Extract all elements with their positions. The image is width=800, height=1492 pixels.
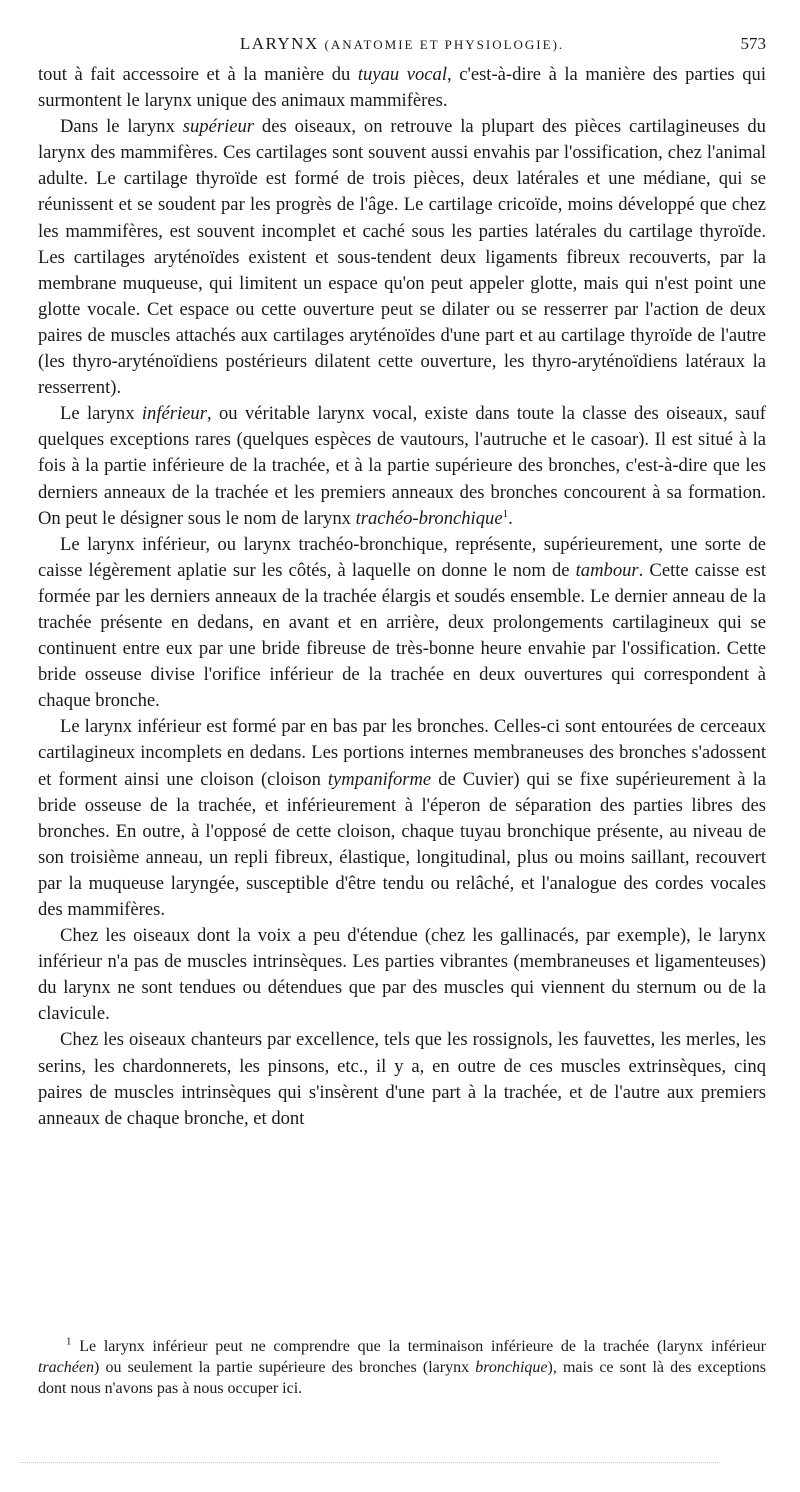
text-run: des oiseaux, on retrouve la plupart des pièces cartilagineuses du larynx des mammifères. Ces cartilages sont souvent aussi envahis par l'ossification, chez l'animal adulte. Le cartilage thyroïde est formé de trois pièces, deux latérales et une médiane, qui se réunissent et se soudent par les progrès de l'âge. Le cartilage cricoïde, moins développé que chez les mammifères, est souvent incomplet et caché sous les parties latérales du cartilage thyroïde. Les cartilages aryténoïdes existent et sous-tendent deux ligaments fibreux recouverts, par la membrane muqueuse, qui limitent un espace qu'on peut appeler glotte, mais qui n'est point une glotte vocale. Cet espace ou cette ouverture peut se dilater ou se resserrer par l'action de deux paires de muscles attachés aux cartilages aryténoïdes d'une part et au cartilage thyroïde de l'autre (les thyro-aryténoïdiens postérieurs dilatent cette ouverture, les thyro-aryténoïdiens latéraux la resserrent). <box>38 116 766 399</box>
text-run: tout à fait accessoire et à la manière du <box>38 64 358 85</box>
text-run: Chez les oiseaux dont la voix a peu d'étendue (chez les gallinacés, par exemple), le larynx inférieur n'a pas de muscles intrinsèques. Les parties vibrantes (membraneuses et ligamenteuses) du larynx ne sont tendues ou détendues que par des muscles qui viennent du sternum ou de la clavicule. <box>38 925 766 1025</box>
running-title <box>38 34 766 54</box>
text-run: Le larynx inférieur, ou larynx trachéo-bronchique, représente, supérieurement, une sorte de caisse légèrement aplatie sur les côtés, à laquelle on donne le nom de <box>38 533 766 581</box>
body-text <box>38 62 766 1132</box>
italic-term: tuyau vocal <box>357 64 448 85</box>
paragraph <box>38 1027 766 1131</box>
text-run: Le larynx inférieur est formé par en bas par les bronches. Celles-ci sont entourées de cerceaux cartilagineux incomplets en dedans. Les portions internes membraneuses des bronches s'adossent et forment ainsi une cloison (cloison <box>38 716 766 790</box>
running-title-subtitle: (ANATOMIE ET PHYSIOLOGIE). <box>324 37 565 52</box>
page-number: 573 <box>740 34 766 53</box>
text-run: Le larynx inférieur peut ne comprendre que la terminaison inférieure de la trachée (larynx inférieur <box>71 1338 766 1355</box>
italic-term: tambour <box>575 559 639 581</box>
paragraph <box>38 923 766 1027</box>
text-run: . Cette caisse est formée par les derniers anneaux de la trachée élargis et soudés ensemble. Le dernier anneau de la trachée présente en dedans, en avant et en arrière, deux prolongements cartilagineux qui se continuent entre eux par une bride fibreuse de très-bonne heure envahie par l'ossification. Cette bride osseuse divise l'orifice inférieur de la trachée en deux ouvertures qui correspondent à chaque bronche. <box>38 559 766 712</box>
footnote <box>38 1336 766 1399</box>
text-run: de Cuvier) qui se fixe supérieurement à la bride osseuse de la trachée, et inférieurement à l'éperon de séparation des parties libres des bronches. En outre, à l'opposé de cette cloison, chaque tuyau bronchique présente, au niveau de son troisième anneau, un repli fibreux, élastique, longitudinal, plus ou moins saillant, recouvert par la muqueuse laryngée, susceptible d'être tendu ou relâché, et l'analogue des cordes vocales des mammifères. <box>38 768 767 920</box>
running-header <box>38 0 766 60</box>
text-run: ) ou seulement la partie supérieure des bronches (larynx <box>93 1359 476 1376</box>
italic-term: trachéen <box>38 1359 94 1376</box>
text-run: , ou véritable larynx vocal, existe dans toute la classe des oiseaux, sauf quelques exceptions rares (quelques espèces de vautours, l'autruche et le casoar). Il est situé à la fois à la partie inférieure de la trachée, et à la partie supérieure des bronches, c'est-à-dire que les derniers anneaux de la trachée et les premiers anneaux des bronches concourent à sa formation. On peut le désigner sous le nom de larynx <box>38 403 766 529</box>
text-run: Chez les oiseaux chanteurs par excellence, tels que les rossignols, les fauvettes, les merles, les serins, les chardonnerets, les pinsons, etc., il y a, en outre de ces muscles extrinsèques, cinq paires de muscles intrinsèques qui s'insèrent d'une part à la trachée, et de l'autre aux premiers anneaux de chaque bronche, et dont <box>38 1029 766 1129</box>
paragraph <box>38 62 766 114</box>
text-run: Dans le larynx <box>60 116 183 138</box>
text-run: . <box>508 507 513 529</box>
document-page <box>38 0 767 1397</box>
text-run: , c'est-à-dire à la manière des parties qui surmontent le larynx unique des animaux mammifères. <box>38 64 766 112</box>
italic-term: tympaniforme <box>327 768 432 790</box>
italic-term: bronchique <box>475 1359 548 1376</box>
text-run: ), mais ce sont là des exceptions dont nous n'avons pas à nous occuper ici. <box>38 1359 767 1397</box>
italic-term: trachéo-bronchique <box>355 507 503 529</box>
bottom-rule <box>20 1462 720 1463</box>
running-title-main: LARYNX <box>239 34 319 53</box>
footnote-marker: 1 <box>66 1335 72 1348</box>
italic-term: supérieur <box>182 116 255 138</box>
text-run: Le larynx <box>60 403 142 425</box>
footnote-marker: 1 <box>502 507 509 520</box>
footnote-text <box>38 1336 766 1399</box>
italic-term: inférieur <box>141 403 207 425</box>
paragraph <box>38 401 766 531</box>
paragraph <box>38 114 766 401</box>
paragraph <box>38 714 766 923</box>
paragraph <box>38 532 766 715</box>
